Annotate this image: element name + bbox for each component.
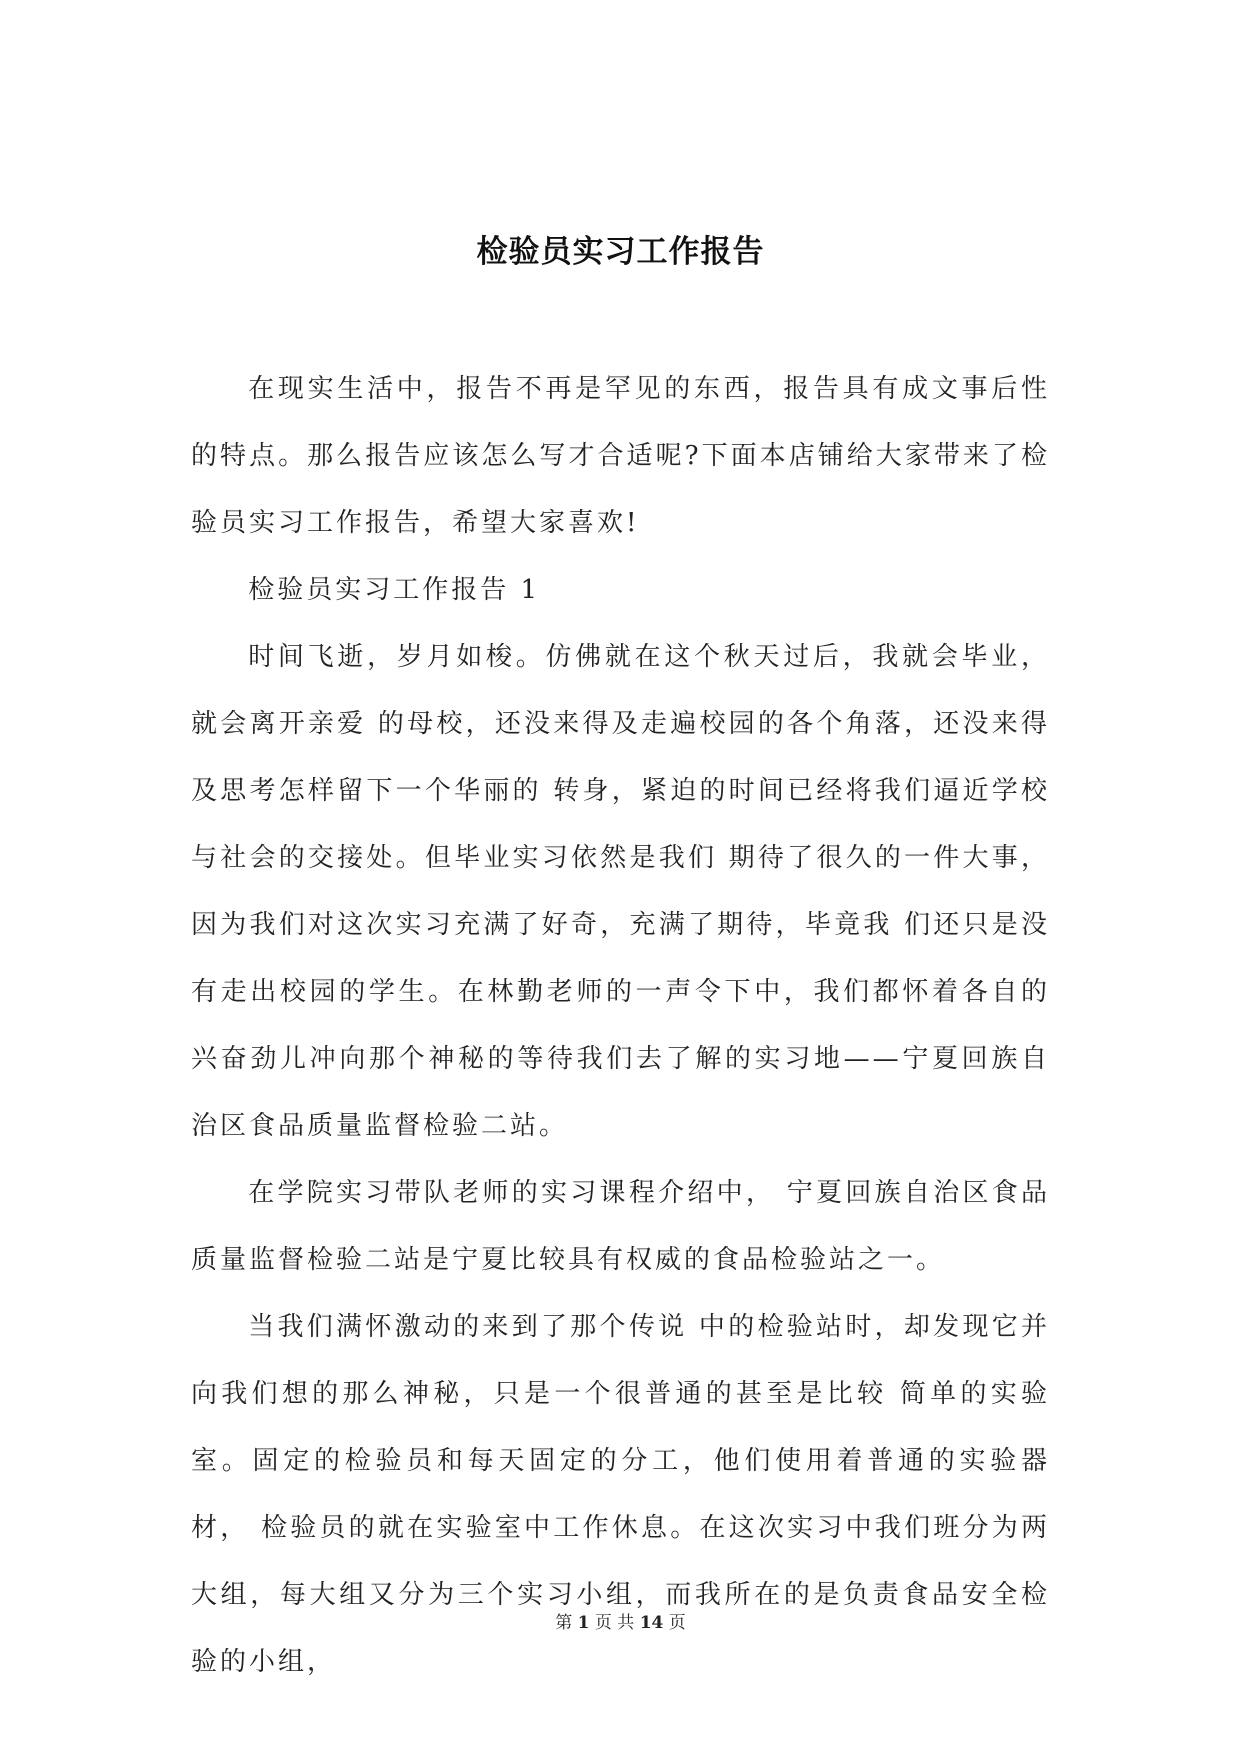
document-body (191, 356, 1050, 1696)
section-heading: 检验员实习工作报告 1 (248, 575, 540, 605)
page-footer (0, 1608, 1241, 1633)
footer-prefix: 第 (555, 1613, 573, 1633)
body-paragraph: 时间飞逝，岁月如梭。仿佛就在这个秋天过后，我就会毕业，就会离开亲爱 的母校，还没来得及走遍校园的各个角落，还没来得及思考怎样留下一个华丽的 转身，紧迫的时间已经将我们逼近学校与社会的交接处。但毕业实习依然是我们 期待了很久的一件大事，因为我们对这次实习充满了好奇，充满了期待，毕竟我 们还只是没有走出校园的学生。在林勤老师的一声令下中，我们都怀着各自的兴奋劲儿冲向那个神秘的等待我们去了解的实习地——宁夏回族自治区食品质量监督检验二站。 (191, 642, 1050, 1141)
current-page-number: 1 (577, 1613, 590, 1633)
intro-paragraph: 在现实生活中，报告不再是罕见的东西，报告具有成文事后性的特点。那么报告应该怎么写才合适呢?下面本店铺给大家带来了检验员实习工作报告，希望大家喜欢! (191, 374, 1050, 538)
body-paragraph: 在学院实习带队老师的实习课程介绍中， 宁夏回族自治区食品质量监督检验二站是宁夏比较具有权威的食品检验站之一。 (191, 1178, 1050, 1275)
footer-suffix: 页 (668, 1613, 686, 1633)
footer-middle: 页 共 (594, 1613, 635, 1633)
total-pages-number: 14 (639, 1613, 664, 1633)
body-paragraph: 当我们满怀激动的来到了那个传说 中的检验站时，却发现它并向我们想的那么神秘，只是一个很普通的甚至是比较 简单的实验室。固定的检验员和每天固定的分工，他们使用着普通的实验器材， 检验员的就在实验室中工作休息。在这次实习中我们班分为两大组，每大组又分为三个实习小组，而我所在的是负责食品安全检验的小组， (191, 1312, 1050, 1677)
document-title: 检验员实习工作报告 (476, 234, 765, 270)
